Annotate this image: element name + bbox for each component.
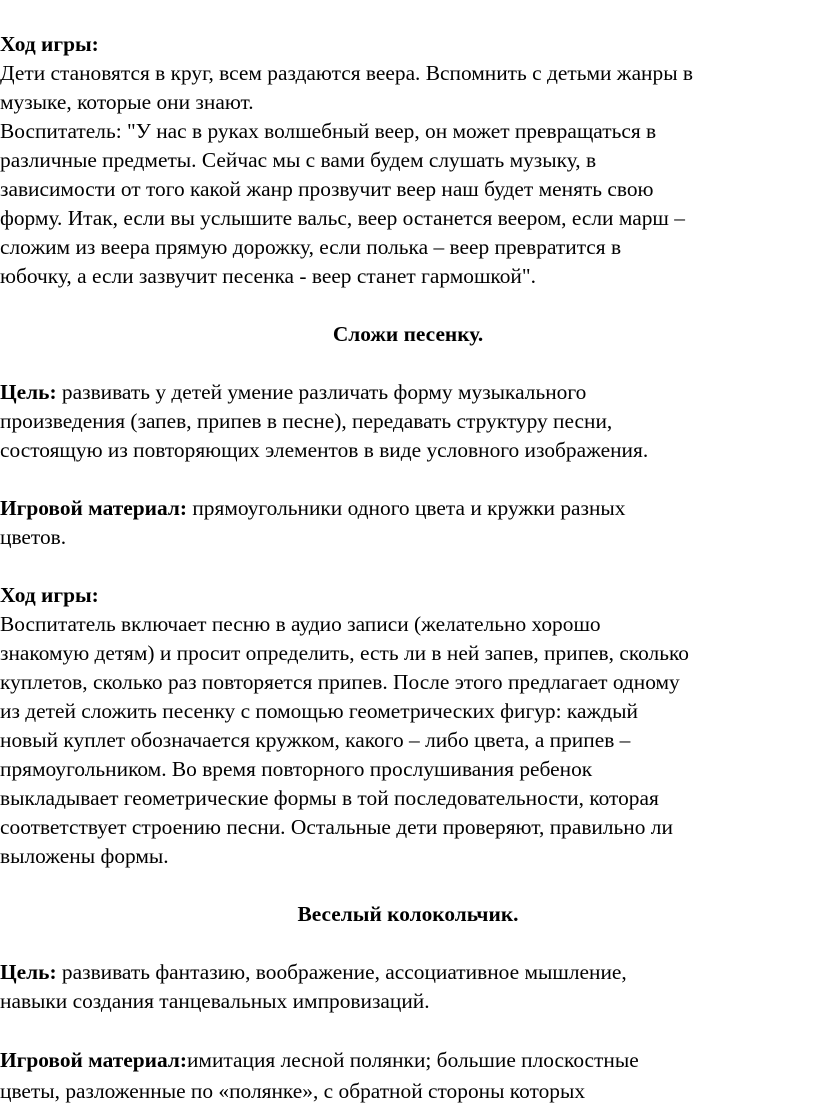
spacer xyxy=(0,349,816,378)
section2-process-line: прямоугольником. Во время повторного прослушивания ребенок xyxy=(0,757,593,781)
spacer xyxy=(0,465,816,494)
section2-process-line: соответствует строению песни. Остальные дети проверяют, правильно ли xyxy=(0,815,673,839)
goal-label: Цель: xyxy=(0,960,57,984)
spacer xyxy=(0,871,816,900)
section2-process-line: новый куплет обозначается кружком, какого – либо цвета, а припев – xyxy=(0,728,631,752)
section1-line: Воспитатель: "У нас в руках волшебный веер, он может превращаться в xyxy=(0,119,657,143)
spacer xyxy=(0,1016,816,1045)
section2-process-line: выкладывает геометрические формы в той последовательности, которая xyxy=(0,786,659,810)
section1-line: форму. Итак, если вы услышите вальс, веер останется веером, если марш – xyxy=(0,206,685,230)
goal-label: Цель: xyxy=(0,380,57,404)
document-page xyxy=(0,30,816,1107)
material-text: прямоугольники одного цвета и кружки разных xyxy=(186,496,626,520)
section3-goal-line: навыки создания танцевальных импровизаций. xyxy=(0,989,430,1013)
material-label: Игровой материал: xyxy=(0,496,187,520)
section2-process-line: выложены формы. xyxy=(0,844,169,868)
goal-text: развивать фантазию, воображение, ассоциативное мышление, xyxy=(56,960,627,984)
goal-text: развивать у детей умение различать форму музыкального xyxy=(56,380,587,404)
section2-process-line: куплетов, сколько раз повторяется припев. После этого предлагает одному xyxy=(0,670,680,694)
section1-line: сложим из веера прямую дорожку, если полька – веер превратится в xyxy=(0,235,622,259)
section1-line: различные предметы. Сейчас мы с вами будем слушать музыку, в xyxy=(0,148,597,172)
section1-line: музыке, которые они знают. xyxy=(0,90,254,114)
spacer xyxy=(0,291,816,320)
section3-material xyxy=(0,1045,816,1076)
section1-line: Дети становятся в круг, всем раздаются веера. Вспомнить с детьми жанры в xyxy=(0,61,694,85)
spacer xyxy=(0,929,816,958)
section2-title: Сложи песенку. xyxy=(332,322,484,346)
section2-material xyxy=(0,494,816,523)
section2-process-line: из детей сложить песенку с помощью геометрических фигур: каждый xyxy=(0,699,638,723)
section2-goal-line: состоящую из повторяющих элементов в виде условного изображения. xyxy=(0,438,649,462)
spacer xyxy=(0,552,816,581)
section2-material-line: цветов. xyxy=(0,525,67,549)
material-label: Игровой материал: xyxy=(0,1048,187,1072)
section2-process-line: Воспитатель включает песню в аудио записи (желательно хорошо xyxy=(0,612,601,636)
section3-material-line: цветы, разложенные по «полянке», с обратной стороны которых xyxy=(0,1079,586,1103)
section3-goal xyxy=(0,958,816,987)
section1-line: юбочку, а если зазвучит песенка - веер станет гармошкой". xyxy=(0,264,536,288)
material-text: имитация лесной полянки; большие плоскостные xyxy=(186,1048,639,1072)
section2-goal xyxy=(0,378,816,407)
section1-heading: Ход игры: xyxy=(0,32,99,56)
section2-goal-line: произведения (запев, припев в песне), передавать структуру песни, xyxy=(0,409,613,433)
section2-process-line: знакомую детям) и просит определить, есть ли в ней запев, припев, сколько xyxy=(0,641,689,665)
section1-line: зависимости от того какой жанр прозвучит веер наш будет менять свою xyxy=(0,177,654,201)
section2-process-heading: Ход игры: xyxy=(0,583,99,607)
section3-title: Веселый колокольчик. xyxy=(297,902,519,926)
